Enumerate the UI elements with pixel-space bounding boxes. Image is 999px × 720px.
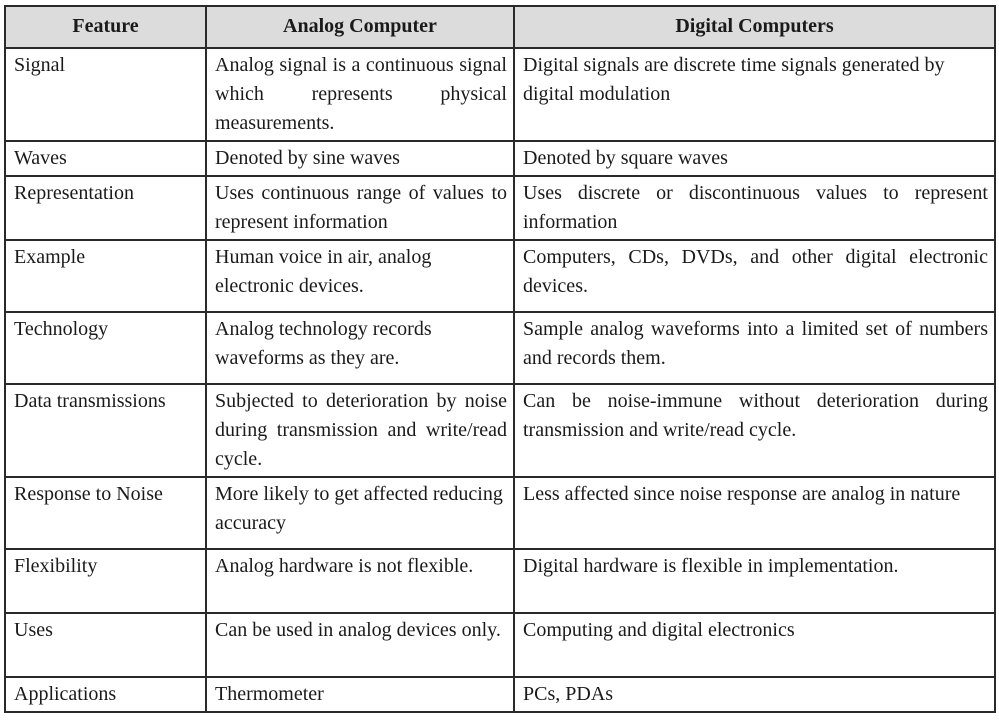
analog-cell: Uses continuous range of values to represent information xyxy=(206,176,514,240)
table-row xyxy=(5,240,995,312)
analog-cell: Thermometer xyxy=(206,677,514,712)
header-row xyxy=(5,6,995,48)
table-row xyxy=(5,141,995,176)
table-row xyxy=(5,549,995,613)
analog-cell: Analog hardware is not flexible. xyxy=(206,549,514,613)
feature-cell: Technology xyxy=(5,312,206,384)
analog-cell: Denoted by sine waves xyxy=(206,141,514,176)
digital-cell: Less affected since noise response are analog in nature xyxy=(514,477,995,549)
digital-cell: Denoted by square waves xyxy=(514,141,995,176)
analog-cell: Subjected to deterioration by noise during transmission and write/read cycle. xyxy=(206,384,514,477)
digital-cell: Uses discrete or discontinuous values to represent information xyxy=(514,176,995,240)
feature-cell: Waves xyxy=(5,141,206,176)
digital-cell: Digital hardware is flexible in implementation. xyxy=(514,549,995,613)
analog-cell: Human voice in air, analog electronic devices. xyxy=(206,240,514,312)
analog-cell: Analog technology records waveforms as they are. xyxy=(206,312,514,384)
digital-cell: Computers, CDs, DVDs, and other digital electronic devices. xyxy=(514,240,995,312)
analog-cell: Analog signal is a continuous signal which represents physical measurements. xyxy=(206,48,514,141)
digital-cell: Can be noise-immune without deterioration during transmission and write/read cycle. xyxy=(514,384,995,477)
feature-cell: Uses xyxy=(5,613,206,677)
digital-cell: PCs, PDAs xyxy=(514,677,995,712)
table-row xyxy=(5,48,995,141)
table-header xyxy=(5,6,995,48)
feature-cell: Applications xyxy=(5,677,206,712)
digital-cell: Sample analog waveforms into a limited set of numbers and records them. xyxy=(514,312,995,384)
digital-cell: Computing and digital electronics xyxy=(514,613,995,677)
table-row xyxy=(5,176,995,240)
feature-cell: Example xyxy=(5,240,206,312)
feature-cell: Representation xyxy=(5,176,206,240)
table-row xyxy=(5,384,995,477)
analog-cell: More likely to get affected reducing accuracy xyxy=(206,477,514,549)
table-row xyxy=(5,477,995,549)
feature-cell: Data transmissions xyxy=(5,384,206,477)
feature-cell: Signal xyxy=(5,48,206,141)
feature-cell: Response to Noise xyxy=(5,477,206,549)
feature-cell: Flexibility xyxy=(5,549,206,613)
table-row xyxy=(5,312,995,384)
analog-cell: Can be used in analog devices only. xyxy=(206,613,514,677)
header-feature: Feature xyxy=(5,6,206,48)
header-digital: Digital Computers xyxy=(514,6,995,48)
comparison-table xyxy=(4,5,996,713)
table-row xyxy=(5,677,995,712)
header-analog: Analog Computer xyxy=(206,6,514,48)
table-row xyxy=(5,613,995,677)
table-body xyxy=(5,48,995,712)
digital-cell: Digital signals are discrete time signals generated by digital modulation xyxy=(514,48,995,141)
